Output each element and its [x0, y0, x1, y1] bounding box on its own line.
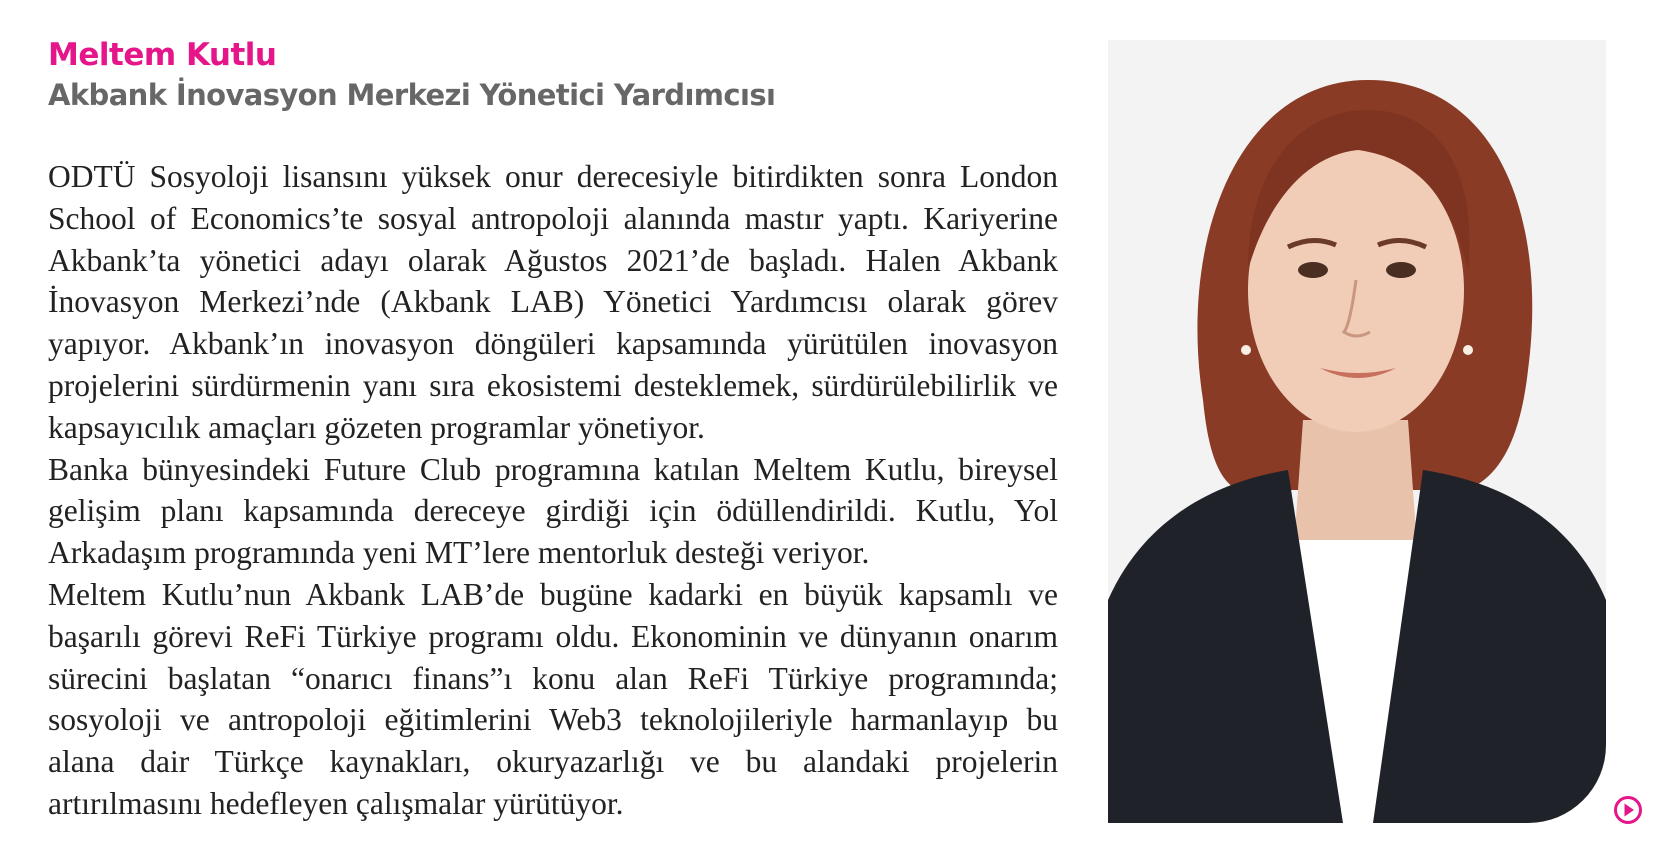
bio-paragraph: ODTÜ Sosyoloji lisansını yüksek onur derecesiyle bitirdikten sonra London School of Economics’te sosyal antropoloji alanında mastır yaptı. Kariyerine Akbank’ta yönetici adayı olarak Ağustos 2021’de başladı. Halen Akbank İnovasyon Merkezi’nde (Akbank LAB) Yönetici Yardımcısı olarak görev yapıyor. Akbank’ın inovasyon döngüleri kapsamında yürütülen inovasyon projelerini sürdürmenin yanı sıra ekosistemi desteklemek, sürdürülebilirlik ve kapsayıcılık amaçları gözeten programlar yönetiyor.	[48, 159, 1058, 445]
person-name: Meltem Kutlu	[48, 37, 277, 73]
play-circle-icon[interactable]	[1613, 795, 1643, 825]
bio-paragraph: Banka bünyesindeki Future Club programına katılan Meltem Kutlu, bireysel gelişim planı kapsamında dereceye girdiği için ödüllendirildi. Kutlu, Yol Arkadaşım programında yeni MT’lere mentorluk desteği veriyor.	[48, 451, 1058, 571]
portrait-photo	[1108, 40, 1606, 823]
person-title: Akbank İnovasyon Merkezi Yönetici Yardımcısı	[48, 78, 776, 112]
profile-text-column	[48, 34, 1058, 825]
portrait-illustration	[1108, 40, 1606, 823]
biography	[48, 156, 1058, 825]
bio-paragraph: Meltem Kutlu’nun Akbank LAB’de bugüne kadarki en büyük kapsamlı ve başarılı görevi ReFi Türkiye programı oldu. Ekonominin ve dünyanın onarım sürecini başlatan “onarıcı finans”ı konu alan ReFi Türkiye programında; sosyoloji ve antropoloji eğitimlerini Web3 teknolojileriyle harmanlayıp bu alana dair Türkçe kaynakları, okuryazarlığı ve bu alandaki projelerin artırılmasını hedefleyen çalışmalar yürütüyor.	[48, 576, 1058, 821]
